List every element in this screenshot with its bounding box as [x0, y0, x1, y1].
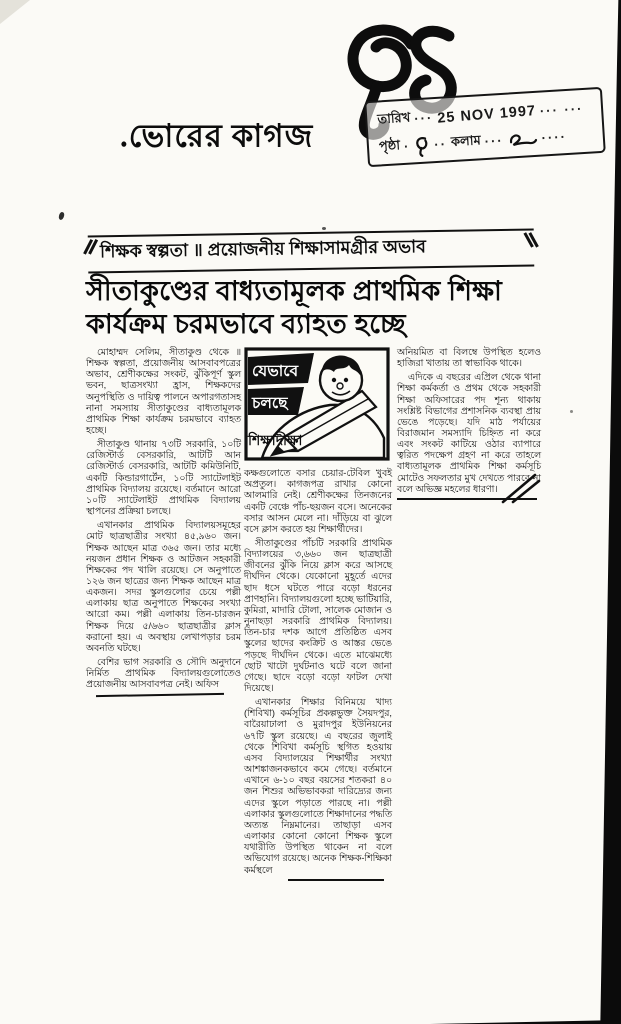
article-paragraph: অনিয়মিত বা বিলম্বে উপস্থিত হলেও হাজিরা খাতায় তা স্বাভাবিক থাকে।: [397, 346, 541, 369]
stamp-date-value: 25 NOV 1997: [436, 102, 537, 127]
article-paragraph: কক্ষগুলোতে বসার চেয়ার-টেবিল খুবই অপ্রতুল। কাগজপত্র রাখার কোনো আলমারি নেই। শ্রেণীকক্ষের তিনজনের একটি বেঞ্চে পাঁচ-ছয়জন বসে। অনেকের বসার আসন মেলে না। দাঁড়িয়ে বা ঝুলে বসে ক্লাস করতে হয় শিক্ষার্থীদের।: [244, 468, 392, 534]
article-headline: [86, 275, 546, 341]
stamp-leader: ··: [433, 136, 448, 153]
article-paragraph: এখানকার প্রাথমিক বিদ্যালয়সমূহের মোট ছাত্রছাত্রীর সংখ্যা ৪৫,৯৬০ জন। শিক্ষক আছেন মাত্র ৩৬৫ জন। তার মধ্যে নয়জন প্রধান শিক্ষক ও আটজন সহকারী শিক্ষকের পদ খালি রয়েছে। সে অনুপাতে ১২৬ জন ছাত্রের জন্য শিক্ষক আছেন মাত্র একজন। সদর স্কুলগুলোর চেয়ে পল্লী এলাকায় ছাত্র অনুপাতে শিক্ষকের সংখ্যা আরো কম। পল্লী এলাকায় তিন-চারজন শিক্ষক দিয়ে ৫/৬৬০ ছাত্রছাত্রীর ক্লাস করানো হয়। এ অবস্থায় লেখাপড়ার চরম অবনতি ঘটছে।: [86, 520, 241, 653]
ink-speck: [322, 227, 326, 230]
article-paragraph: সীতাকুণ্ডের পাঁচটি সরকারি প্রাথমিক বিদ্যালয়ের ৩,৬৬০ জন ছাত্রছাত্রী জীবনের ঝুঁকি নিয়ে ক্লাস করে আসছে দীর্ঘদিন থেকে। যেকোনো মুহূর্তে এদের ছাদ ধসে ঘটতে পারে বড়ো ধরনের প্রাণহানি। বিদ্যালয়গুলো হচ্ছে ভাটিয়ারি, কুমিরা, মাদারি টোলা, সালেক মোজান ও নুনাছড়া সরকারি প্রাথমিক বিদ্যালয়। তিন-চার দশক আগে প্রতিষ্ঠিত এসব স্কুলের ছাদের কংক্রিট ও আস্তর ভেঙে পড়ছে দীর্ঘদিন থেকে। এতে মাঝেমধ্যে ছোট খাটো দুর্ঘটনাও ঘটে বলে জানা গেছে। ছাদে বড়ো বড়ো ফাটল দেখা দিয়েছে।: [244, 537, 392, 693]
illustration-banner-line-3: শিক্ষাদীক্ষা: [248, 431, 303, 448]
scan-edge-shadow-right: [599, 0, 621, 1024]
article-column-1: [86, 347, 241, 696]
article-paragraph: সীতাকুণ্ড থানায় ৭৩টি সরকারি, ১০টি রেজিস্টার্ড বেসরকারি, আটটি আন রেজিস্টার্ড বেসরকারি, আটটি কমিউনিটি, একটি কিন্ডারগার্টেন, ১০টি স্যাটেলাইট প্রাথমিক বিদ্যালয় রয়েছে। বর্তমানে আরো ১০টি স্যাটেলাইট প্রাথমিক বিদ্যালয় স্থাপনের প্রক্রিয়া চলছে।: [86, 439, 241, 517]
cartoon-illustration: [244, 347, 390, 461]
headline-line-2: কার্যক্রম চরমভাবে ব্যাহত হচ্ছে: [86, 308, 406, 339]
ink-speck: [570, 410, 573, 413]
article-paragraph: এদিকে এ বছরের এপ্রিল থেকে থানা শিক্ষা কর্মকর্তা ও প্রথম থেকে সহকারী শিক্ষা অফিসারের পদ শূন্য থাকায় সংশ্লিষ্ট বিভাগের প্রশাসনিক ব্যবস্থা প্রায় ভেঙে পড়েছে। যদি মাঠ পর্যায়ের বিরাজমান সমস্যাদি চিহ্নিত না করে এবং সংকট কাটিয়ে ওঠার ব্যাপারে ত্বরিত পদক্ষেপ গ্রহণ না করে তাহলে বাধ্যতামূলক প্রাথমিক শিক্ষা কর্মসূচি মোটেও সফলতার মুখ দেখতে পারবে না বলে অভিজ্ঞ মহলের ধারণা।: [397, 372, 541, 494]
news-article: [84, 232, 546, 947]
illustration-banner-line-2: চলছে: [252, 394, 288, 412]
date-stamp: [364, 87, 606, 167]
stamp-leader: ··· ···: [539, 100, 584, 119]
pen-flourish-icon: [497, 470, 543, 504]
article-end-rule: [397, 498, 537, 500]
article-paragraph: মোহাম্মদ সেলিম, সীতাকুণ্ড থেকে ॥ শিক্ষক স্বল্পতা, প্রয়োজনীয় আসবাবপত্রের অভাব, শ্রেণীকক্ষের সংকট, ঝুঁকিপূর্ণ স্কুল ভবন, ছাত্রসংখ্যা হ্রাস, শিক্ষকদের অনুপস্থিতি ও দায়িত্ব পালনে অপারগতাসহ নানা সমস্যায় সীতাকুণ্ডের বাধ্যতামূলক প্রাথমিক শিক্ষা কার্যক্রম চরমভাবে ব্যাহত হচ্ছে।: [86, 346, 241, 435]
stamp-date-label: তারিখ: [376, 109, 411, 127]
article-columns: [84, 347, 546, 947]
kicker-text: শিক্ষক স্বল্পতা ॥ প্রয়োজনীয় শিক্ষাসামগ্রীর অভাব: [99, 236, 427, 262]
article-column-2: [244, 347, 392, 881]
ink-speck: [58, 212, 65, 221]
stamp-leader: ···: [484, 132, 505, 150]
article-column-3: [397, 347, 541, 500]
scan-edge-shadow-bottom: [430, 1020, 621, 1024]
stamp-leader: ·: [403, 138, 411, 154]
stamp-leader: ····: [541, 129, 568, 146]
kicker-bar: [88, 228, 535, 273]
stamp-leader: ···: [413, 110, 434, 127]
handwritten-page-value-icon: [413, 133, 432, 157]
stamp-column-label: কলাম: [450, 132, 482, 150]
illustration-banner-line-1: যেভাবে: [252, 362, 299, 380]
continuation-underline: [96, 692, 224, 696]
article-paragraph: এখানকার শিক্ষার বিনিময়ে খাদ্য (শিবিখা) কর্মসূচির প্রকল্পভুক্ত সৈয়দপুর, বারৈয়াঢালা ও মুরাদপুর ইউনিয়নের ৬৭টি স্কুল রয়েছে। এ বছরের জুলাই থেকে শিবিখা কর্মসূচি স্থগিত হওয়ায় এসব বিদ্যালয়ের শিক্ষার্থীর সংখ্যা আশঙ্কাজনকভাবে কমে গেছে। বর্তমানে এখানে ৬-১০ বছর বয়সের শতকরা ৪০ জন শিশুর অভিভাবকরা দারিদ্র্যের জন্য এদের স্কুলে পড়াতে পারছে না। পল্লী এলাকার স্কুলগুলোতে শিক্ষাদানের পদ্ধতি অত্যন্ত নিম্নমানের। তাছাড়া এসব এলাকার কোনো কোনো শিক্ষক স্কুলে যথারীতি উপস্থিত থাকেন না বলে অভিযোগ রয়েছে। অনেক শিক্ষক-শিক্ষিকা কর্মস্থলে: [244, 697, 392, 875]
scan-corner-shade: [0, 0, 30, 24]
continuation-underline: [288, 879, 384, 881]
headline-line-1: সীতাকুণ্ডের বাধ্যতামূলক প্রাথমিক শিক্ষা: [86, 276, 503, 306]
stamp-page-label: পৃষ্ঠা: [378, 137, 401, 154]
handwritten-column-value-icon: [507, 128, 539, 150]
article-paragraph: বেশির ভাগ সরকারি ও সৌদি অনুদানে নির্মিত প্রাথমিক বিদ্যালয়গুলোতেও প্রয়োজনীয় আসবাবপত্র নেই। অফিস: [86, 657, 241, 690]
newspaper-masthead: .ভোরের কাগজ: [120, 117, 314, 154]
